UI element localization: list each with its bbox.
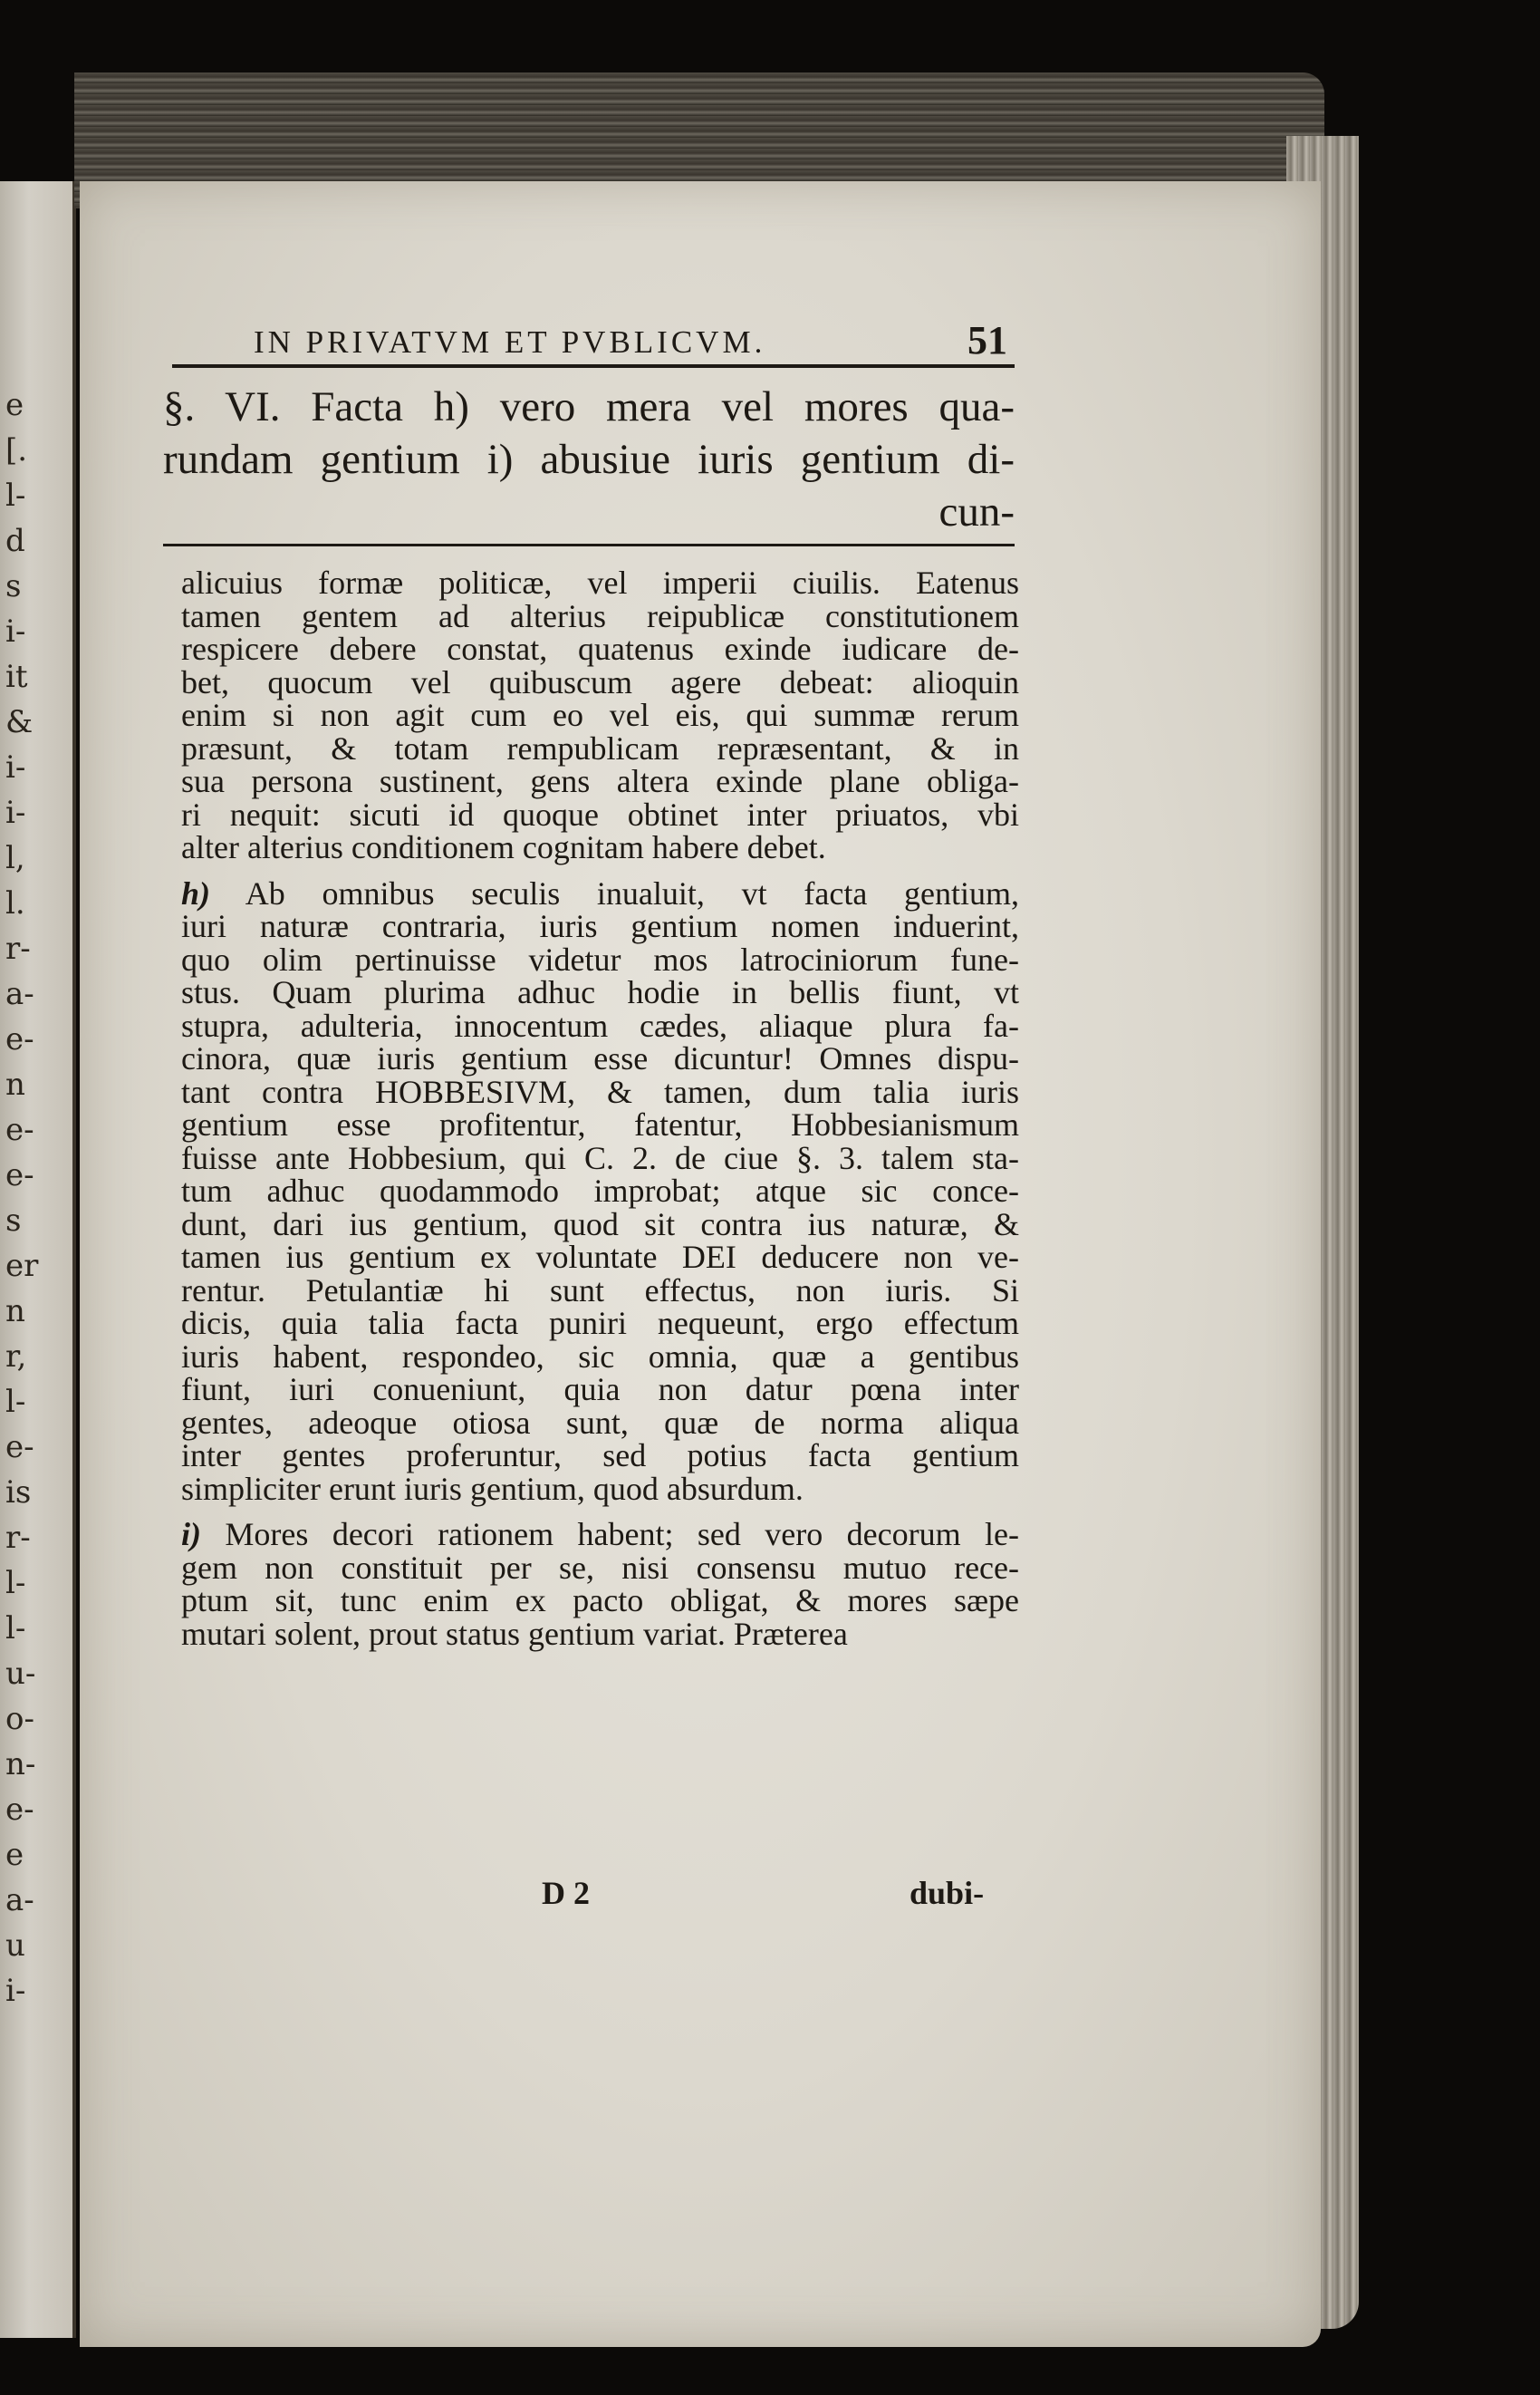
footnote-line: fiunt, iuri conueniunt, quia non datur pœna inter [181, 1371, 1019, 1407]
left-margin-fragment: e- [5, 1021, 34, 1057]
footnote-h [181, 874, 1020, 1507]
footnote-rule [163, 544, 1015, 546]
left-margin-fragment: i- [5, 795, 26, 831]
left-margin-fragment: l- [5, 478, 26, 514]
left-margin-fragment: r- [5, 1520, 31, 1556]
left-margin-fragment: is [5, 1474, 32, 1511]
left-margin-fragment: o- [5, 1701, 34, 1737]
footnote-line: simpliciter erunt iuris gentium, quod absurdum. [181, 1470, 804, 1507]
footnote-line: tum adhuc quodammodo improbat; atque sic conce- [181, 1173, 1019, 1209]
footnote-line: iuris habent, respondeo, sic omnia, quæ a gentibus [181, 1338, 1019, 1375]
footnote-line: alicuius formæ politicæ, vel imperii ciuilis. Eatenus [181, 565, 1019, 601]
left-margin-fragment: i- [5, 749, 26, 786]
footnote-line: bet, quocum vel quibuscum agere debeat: alioquin [181, 663, 1019, 700]
left-margin-fragment: l- [5, 1565, 26, 1601]
footnote-line: cinora, quæ iuris gentium esse dicuntur! Omnes dispu- [181, 1040, 1019, 1077]
footnote-line: alter alterius conditionem cognitam habere debet. [181, 829, 826, 865]
left-margin-fragment: n [5, 1067, 25, 1103]
left-margin-fragment: u- [5, 1656, 36, 1692]
footnote-text: Ab omnibus seculis inualuit, vt facta gentium, [245, 874, 1020, 912]
footnote-line: stus. Quam plurima adhuc hodie in bellis fiunt, vt [181, 974, 1019, 1010]
left-margin-fragment: u [5, 1927, 25, 1964]
footnote-line: præsunt, & totam rempublicam repræsentant, & in [181, 729, 1019, 767]
footnote-line: iuri naturæ contraria, iuris gentium nomen induerint, [181, 908, 1019, 944]
left-margin-fragment: l. [5, 885, 25, 922]
left-margin-fragment: er [5, 1248, 39, 1284]
footnote-text: Mores decori rationem habent; sed vero decorum le- [225, 1516, 1020, 1552]
footnote-marker: h) [181, 874, 211, 912]
left-margin-fragment: s [5, 1202, 22, 1239]
footnote-line: tamen gentem ad alterius reipublicæ constitutionem [181, 597, 1019, 634]
running-head: IN PRIVATVM ET PVBLICVM. [254, 324, 766, 360]
left-margin-fragment: e [5, 1837, 24, 1873]
left-margin-fragment: a- [5, 1882, 34, 1918]
footnote-i [181, 1518, 1019, 1650]
left-margin-fragment: r, [5, 1338, 27, 1375]
left-margin-fragment: n- [5, 1746, 36, 1782]
left-margin-fragment: l- [5, 1384, 26, 1420]
footnote-line: enim si non agit cum eo vel eis, qui summæ rerum [181, 697, 1019, 733]
main-text-line: rundam gentium i) abusiue iuris gentium di- [163, 436, 1015, 483]
left-margin-fragment: n [5, 1293, 25, 1329]
left-margin-fragment: e- [5, 1112, 34, 1148]
left-margin-fragment: e [5, 387, 24, 423]
footnote-line: mutari solent, prout status gentium variat. Præterea [181, 1615, 848, 1652]
left-margin-fragment: s [5, 568, 22, 604]
left-margin-fragment: l, [5, 840, 25, 876]
main-text-line: §. VI. Facta h) vero mera vel mores qua- [163, 383, 1015, 430]
footnote-line [181, 874, 1020, 912]
footnote-line: dicis, quia talia facta puniri nequeunt, ergo effectum [181, 1305, 1019, 1341]
left-margin-fragment: i- [5, 613, 26, 650]
footnote-line: gentes, adeoque otiosa sunt, quæ de norma aliqua [181, 1404, 1019, 1441]
main-text-line: cun- [938, 488, 1015, 536]
footnote-line: tamen ius gentium ex voluntate DEI deducere non ve- [181, 1239, 1019, 1275]
footnote-line: inter gentes proferuntur, sed potius facta gentium [181, 1437, 1019, 1473]
main-text [163, 381, 1015, 538]
left-margin-fragment: e- [5, 1429, 34, 1465]
footnote-line: ptum sit, tunc enim ex pacto obligat, & mores sæpe [181, 1582, 1019, 1618]
left-margin-fragment: e- [5, 1157, 34, 1193]
catchword: dubi- [910, 1875, 985, 1911]
footnote-line: dunt, dari ius gentium, quod sit contra ius naturæ, & [181, 1205, 1019, 1242]
left-margin-fragment: [. [5, 432, 28, 468]
left-margin-fragment: r- [5, 931, 31, 967]
footnote-line: ri nequit: sicuti id quoque obtinet inter priuatos, vbi [181, 796, 1019, 833]
left-margin-fragment: d [5, 523, 25, 559]
footnote-line: respicere debere constat, quatenus exinde iudicare de- [181, 631, 1019, 667]
left-margin-fragment: i- [5, 1973, 26, 2009]
header-rule [172, 364, 1015, 368]
footnote-line: rentur. Petulantiæ hi sunt effectus, non iuris. Si [181, 1271, 1019, 1309]
footnote-line: gem non constituit per se, nisi consensu mutuo rece- [181, 1549, 1019, 1586]
left-margin-fragment: e- [5, 1791, 34, 1828]
signature-mark: D 2 [542, 1875, 590, 1911]
footnote-marker: i) [181, 1516, 201, 1552]
footnote-line: tant contra HOBBESIVM, & tamen, dum talia iuris [181, 1073, 1019, 1110]
left-margin-fragment: a- [5, 976, 34, 1012]
left-margin-fragment: & [5, 704, 34, 740]
footnote-line: fuisse ante Hobbesium, qui C. 2. de ciue §. 3. talem sta- [181, 1139, 1019, 1176]
footnote-line: stupra, adulteria, innocentum cædes, aliaque plura fa- [181, 1007, 1019, 1044]
left-margin-fragment: it [5, 659, 28, 695]
footnote-line: gentium esse profitentur, fatentur, Hobbesianismum [181, 1106, 1019, 1143]
left-margin-fragment: l- [5, 1610, 26, 1647]
footnotes [181, 566, 1019, 1663]
page-number: 51 [967, 318, 1007, 362]
footnote-line [181, 1518, 1019, 1551]
footnote-line: quo olim pertinuisse videtur mos latrociniorum fune- [181, 941, 1019, 978]
footnote-continuation [181, 566, 1019, 864]
footnote-line: sua persona sustinent, gens altera exinde plane obliga- [181, 763, 1019, 799]
